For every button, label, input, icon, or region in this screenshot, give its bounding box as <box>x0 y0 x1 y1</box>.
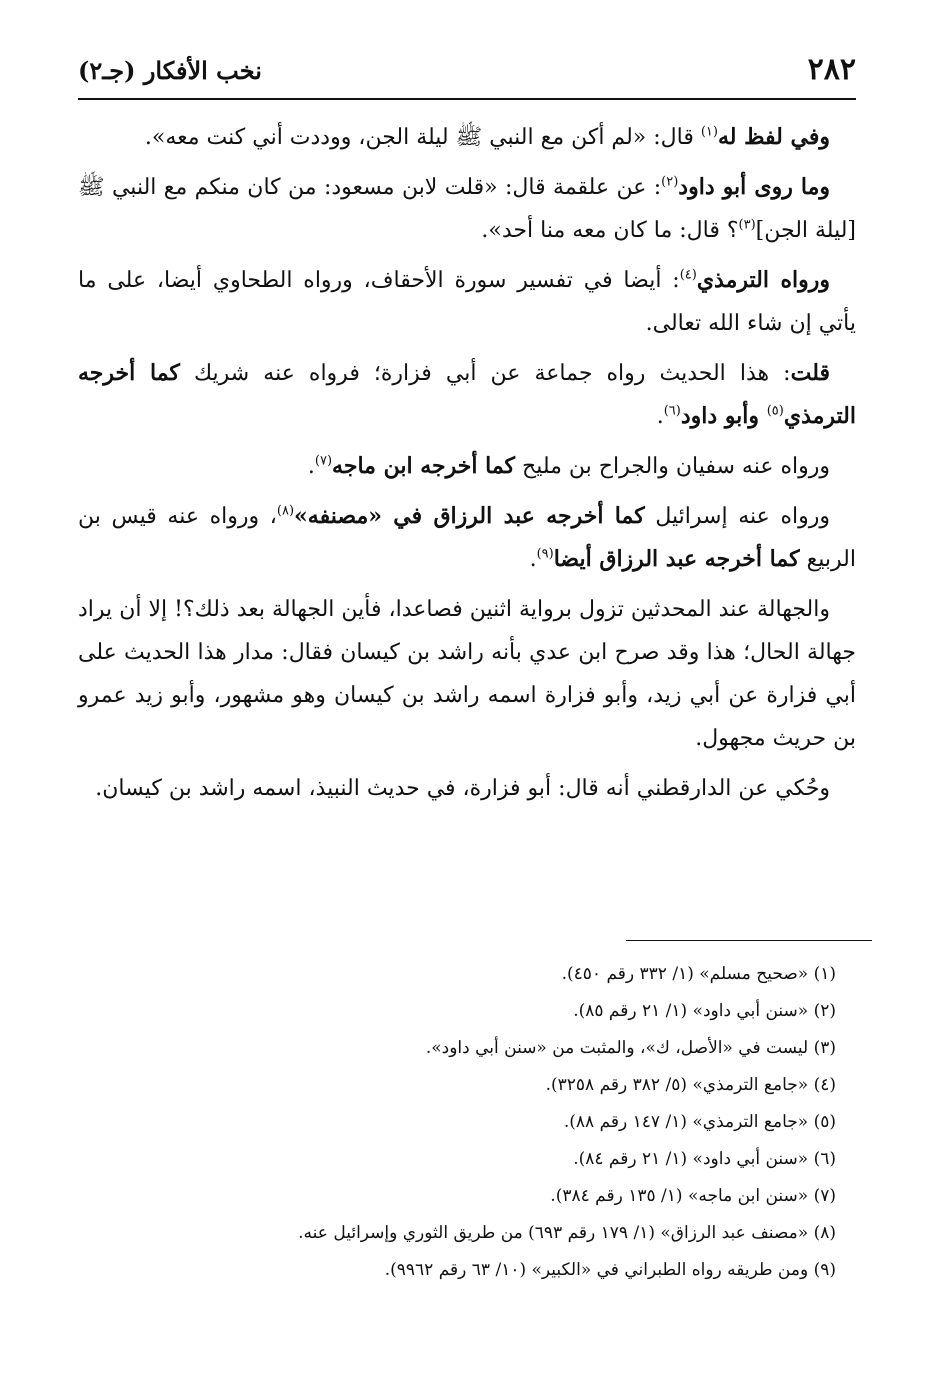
footnote-marker: (٨) <box>276 503 295 519</box>
bold-phrase: قلت <box>790 360 830 386</box>
footnote-marker: (٩) <box>536 546 554 562</box>
footnote-marker: (٣) <box>738 217 756 233</box>
footnote: (٢) «سنن أبي داود» (١/ ٢١ رقم ٨٥). <box>573 1001 836 1021</box>
footnote-separator <box>626 940 872 941</box>
text-run: ؟ قال: ما كان معه منا أحد». <box>481 218 739 243</box>
footnote-marker: (٧) <box>314 453 333 469</box>
footnote: (٨) «مصنف عبد الرزاق» (١/ ١٧٩ رقم ٦٩٣) من طريق الثوري وإسرائيل عنه. <box>298 1223 836 1243</box>
footnotes <box>78 956 856 1289</box>
main-text <box>78 116 856 817</box>
bold-phrase: كما أخرجه الترمذي <box>78 360 856 429</box>
text-run: . <box>529 547 537 572</box>
header-rule <box>78 98 856 100</box>
text-run: ، ورواه عنه قيس بن الربيع <box>78 504 856 572</box>
footnote: (١) «صحيح مسلم» (١/ ٣٣٢ رقم ٤٥٠). <box>561 964 836 984</box>
paragraph <box>78 259 856 345</box>
text-run: قال: «لم أكن مع النبي ﷺ ليلة الجن، ووددت أني كنت معه». <box>144 125 701 150</box>
footnote: (٩) ومن طريقه رواه الطبراني في «الكبير» (١٠/ ٦٣ رقم ٩٩٦٢). <box>384 1260 836 1280</box>
text-run: والجهالة عند المحدثين تزول برواية اثنين فصاعدا، فأين الجهالة بعد ذلك؟! إلا أن يراد جهالة الحال؛ هذا وقد صرح ابن عدي بأنه راشد بن كيسان فقال: مدار هذا الحديث على أبي فزارة عن أبي زيد، وأبو فزارة اسمه راشد بن كيسان وهو مشهور، وأبو زيد عمرو بن حريث مجهول. <box>78 597 856 751</box>
footnote-marker: (٦) <box>663 403 681 419</box>
footnote: (٤) «جامع الترمذي» (٥/ ٣٨٢ رقم ٣٢٥٨). <box>545 1075 836 1095</box>
paragraph <box>78 495 856 581</box>
text-run: ورواه عنه إسرائيل <box>644 504 830 529</box>
footnote-marker: (٢) <box>661 174 679 190</box>
footnote-marker: (٥) <box>766 403 784 419</box>
page-header <box>78 52 856 92</box>
text-run: . <box>307 454 315 479</box>
footnote: (٣) ليست في «الأصل، ك»، والمثبت من «سنن أبي داود». <box>425 1038 836 1058</box>
paragraph <box>78 166 856 252</box>
bold-phrase: وفي لفظ له <box>717 124 830 150</box>
footnote: (٦) «سنن أبي داود» (١/ ٢١ رقم ٨٤). <box>573 1149 836 1169</box>
bold-phrase: ورواه الترمذي <box>696 267 830 293</box>
paragraph <box>78 116 856 159</box>
paragraph <box>78 588 856 760</box>
paragraph <box>78 445 856 488</box>
text-run: ورواه عنه سفيان والجراح بن مليح <box>515 454 830 479</box>
footnote-marker: (١) <box>700 124 718 140</box>
bold-phrase: وأبو داود <box>680 403 767 429</box>
running-title: نخب الأفكار (جـ٢) <box>78 56 262 85</box>
bold-phrase: كما أخرجه عبد الرزاق أيضا <box>553 546 800 572</box>
footnote: (٥) «جامع الترمذي» (١/ ١٤٧ رقم ٨٨). <box>563 1112 836 1132</box>
footnote-marker: (٤) <box>679 267 697 283</box>
paragraph <box>78 767 856 810</box>
text-run: وحُكي عن الدارقطني أنه قال: أبو فزارة، في حديث النبيذ، اسمه راشد بن كيسان. <box>95 776 830 801</box>
text-run: : هذا الحديث رواه جماعة عن أبي فزارة؛ فرواه عنه شريك <box>179 361 791 386</box>
bold-phrase: كما أخرجه ابن ماجه <box>332 453 516 479</box>
text-run: . <box>656 404 664 429</box>
bold-phrase: كما أخرجه عبد الرزاق في «مصنفه» <box>294 503 645 529</box>
footnote: (٧) «سنن ابن ماجه» (١/ ١٣٥ رقم ٣٨٤). <box>550 1186 836 1206</box>
bold-phrase: وما روى أبو داود <box>678 174 830 200</box>
text-run: : أيضا في تفسير سورة الأحقاف، ورواه الطحاوي أيضا، على ما يأتي إن شاء الله تعالى. <box>78 268 856 336</box>
text-run: : عن علقمة قال: «قلت لابن مسعود: من كان منكم مع النبي ﷺ [ليلة الجن] <box>78 175 856 243</box>
page-number: ٢٨٢ <box>807 52 856 87</box>
paragraph <box>78 352 856 438</box>
